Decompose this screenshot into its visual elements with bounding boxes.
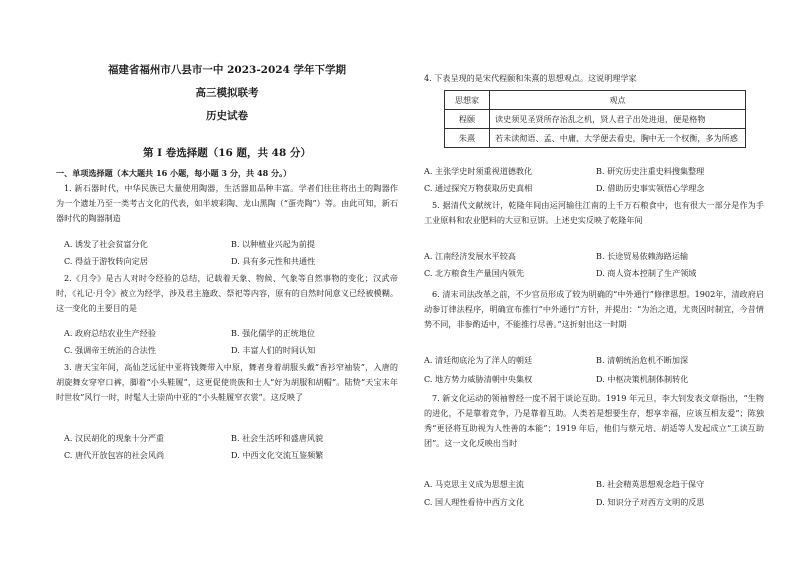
question-1-stem: 1. 新石器时代，中华民族已大量使用陶器，生活器皿品种丰富。学者们往往将出土的陶器作为一个遗址乃至一类考古文化的代表，如半坡彩陶、龙山黑陶（“蛋壳陶”）等。由此可知，新石器时代的陶器制造 — [56, 183, 398, 223]
question-2-stem: 2.《月令》是古人对时令经验的总结，记载着天象、物候、气象等自然事物的变化；汉武帝时，《礼记·月令》被立为经学，涉及君主施政、祭祀等内容，原有的自然时间意义已经被模糊。这一变化的主要目的是 — [56, 273, 398, 313]
question-4-option-d[interactable]: D. 借助历史事实领悟心学理念 — [596, 183, 705, 193]
table-cell-view-1: 读史须见圣贤所存治乱之机，贤人君子出处进退，便是格物 — [490, 110, 746, 129]
question-5-option-b[interactable]: B. 长途贸易依赖海路运输 — [596, 251, 689, 261]
question-2-option-b[interactable]: B. 强化儒学的正统地位 — [231, 328, 315, 338]
question-3-option-a[interactable]: A. 汉民胡化的现象十分严重 — [64, 433, 165, 443]
question-7-stem: 7. 新文化运动的领袖曾经一度不屑于谈论互助。1919 年元旦，李大钊发表文章指出，“生物的进化，不是靠着竞争，乃是靠着互助。人类若是想要生存，想享幸福，应该互相友爱”；陈独秀“更径将互助视为人性善的本能”；1919 年后，他们与蔡元培、胡适等人发起成立“工读互助团”。这一文化反映出当时 — [424, 393, 764, 448]
question-4-stem: 4. 下表呈现的是宋代程颐和朱熹的思想观点。这说明理学家 — [424, 73, 637, 83]
question-7-option-c[interactable]: C. 国人理性看待中西方文化 — [424, 497, 525, 507]
question-1-option-b[interactable]: B. 以种植业兴起为前提 — [231, 239, 315, 249]
instruction: 一、单项选择题（本大题共 16 小题，每小题 3 分，共 48 分。） — [56, 168, 292, 178]
exam-title-subject: 历史试卷 — [206, 110, 248, 122]
question-3-option-c[interactable]: C. 唐代开放包容的社会风尚 — [64, 450, 165, 460]
question-6-option-a[interactable]: A. 清廷彻底沦为了洋人的朝廷 — [424, 355, 533, 365]
question-6-option-c[interactable]: C. 地方势力威胁清朝中央集权 — [424, 374, 533, 384]
table-cell-view-2: 若未读彻语、孟、中庸、大学便去看史，胸中无一个权衡，多为所惑 — [490, 129, 746, 148]
question-6-option-d[interactable]: D. 中枢决策机制体制转化 — [596, 374, 689, 384]
table-header-view: 观点 — [490, 91, 746, 110]
question-4-option-a[interactable]: A. 主张学史时须重视道德教化 — [424, 166, 533, 176]
question-5-option-d[interactable]: D. 商人资本控制了生产领域 — [596, 268, 697, 278]
question-3-option-b[interactable]: B. 社会生活呼和盛唐风貌 — [231, 433, 324, 443]
question-1-option-a[interactable]: A. 诱发了社会贫富分化 — [64, 239, 148, 249]
question-3-stem: 3. 唐天宝年间，高仙芝远征中亚将钱舞带入中原，舞者身着胡服头戴“香衫窄袖装”，入唐的胡旋舞女穿窄口裤，脚着“小头鞋履”，这更促使贵族和士人“好为胡服和胡帽”。陆贽“天宝末年时世妆”风行一时，时髦人士崇尚中亚的“小头鞋履窄衣裳”。这反映了 — [56, 362, 398, 402]
question-2-option-a[interactable]: A. 政府总结农业生产经验 — [64, 328, 156, 338]
table-cell-thinker-2: 朱熹 — [445, 129, 490, 148]
question-2-option-c[interactable]: C. 强调帝王统治的合法性 — [64, 345, 156, 355]
question-3-option-d[interactable]: D. 中西文化交流互鉴频繁 — [231, 450, 324, 460]
exam-title-exam: 高三模拟联考 — [195, 87, 259, 99]
question-7-option-b[interactable]: B. 社会精英思想观念趋于保守 — [596, 479, 705, 489]
question-6-option-b[interactable]: B. 清朝统治危机不断加深 — [596, 355, 689, 365]
section-title: 第 I 卷选择题（16 题，共 48 分） — [143, 147, 311, 159]
question-6-stem: 6. 清末司法改革之前，不少官员形成了较为明确的“中外通行”修律思想。1902年，清政府启动参订律法程序，明确宣布推行“中外通行”方针，并提出：“为治之道，尤贵因时制宜，今昔情势不同，非参酌适中，不能推行尽善。”这折射出这一时期 — [424, 289, 764, 329]
question-5-stem: 5. 据清代文献统计，乾隆年间由运河输往江南的上千万石粮食中，也有很大一部分是作为手工业原料和农业肥料的大豆和豆饼。上述史实反映了乾隆年间 — [424, 200, 764, 225]
question-5-option-c[interactable]: C. 北方粮食生产量国内领先 — [424, 268, 525, 278]
table-header-thinker: 思想家 — [445, 91, 490, 110]
question-7-option-d[interactable]: D. 知识分子对西方文明的反思 — [596, 497, 705, 507]
question-4-table — [444, 90, 746, 148]
question-1-option-d[interactable]: D. 具有多元性和共通性 — [231, 256, 316, 266]
table-cell-thinker-1: 程颐 — [445, 110, 490, 129]
exam-title-school: 福建省福州市八县市一中 2023-2024 学年下学期 — [107, 64, 347, 76]
question-5-option-a[interactable]: A. 江南经济发展水平较高 — [424, 251, 516, 261]
question-4-option-c[interactable]: C. 通过探究万物获取历史真相 — [424, 183, 533, 193]
question-4-option-b[interactable]: B. 研究历史注重史料搜集整理 — [596, 166, 705, 176]
question-2-option-d[interactable]: D. 丰富人们的时间认知 — [231, 345, 316, 355]
question-7-option-a[interactable]: A. 马克思主义成为思想主流 — [424, 479, 525, 489]
question-1-option-c[interactable]: C. 得益于游牧转向定居 — [64, 256, 148, 266]
